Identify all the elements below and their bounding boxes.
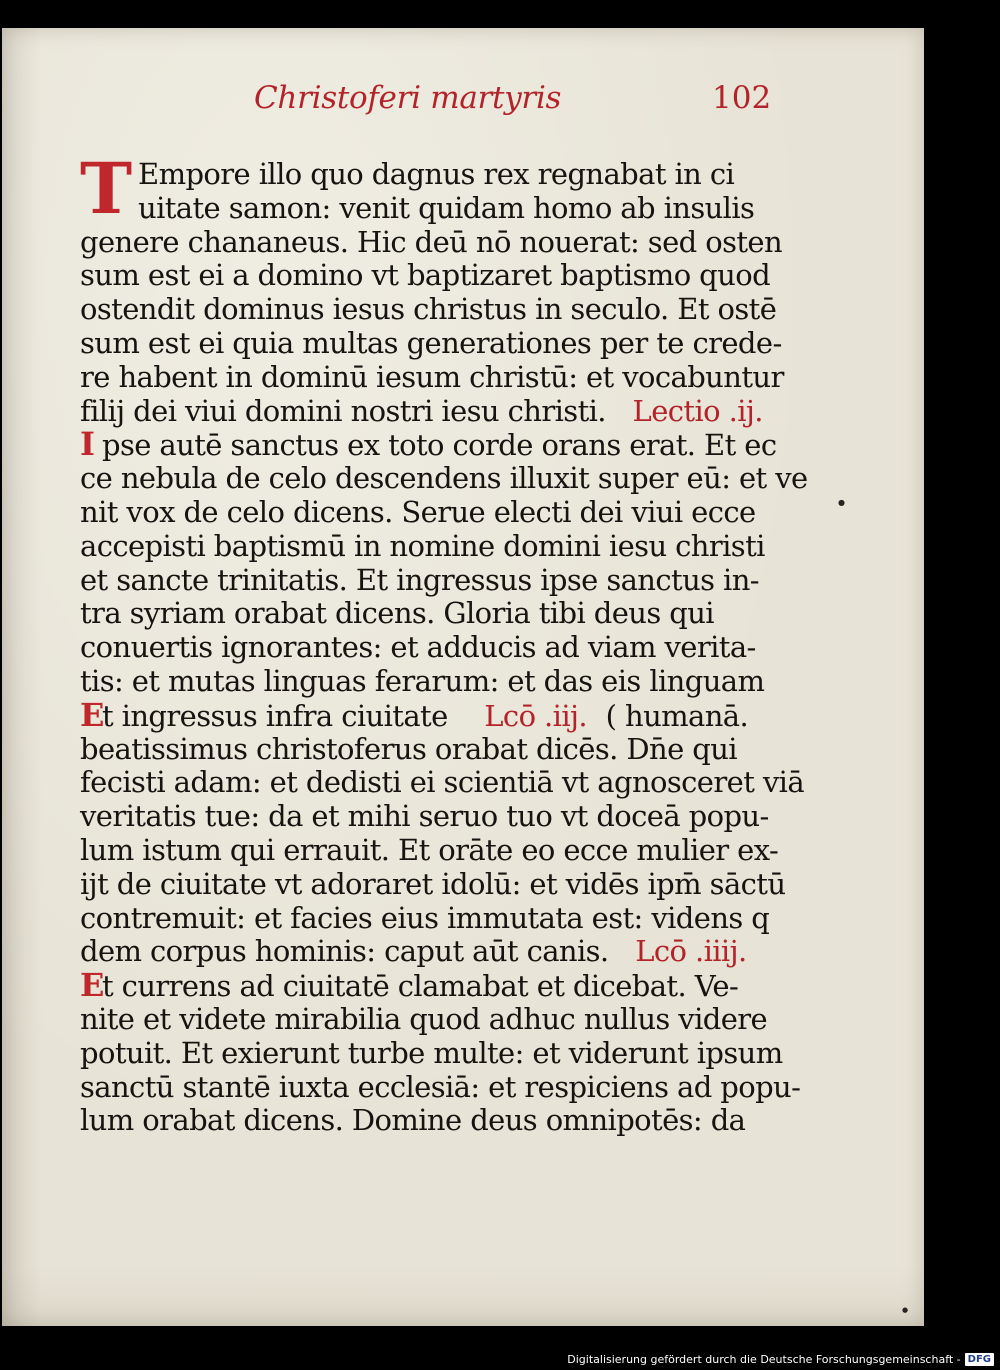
text-line: sum est ei quia multas generationes per te crede- <box>80 325 782 360</box>
text-line: I pse autē sanctus ex toto corde orans erat. Et ec <box>80 425 777 464</box>
text-line: nite et videte mirabilia quod adhuc nullus videre <box>80 1001 768 1036</box>
lectio-label: Lectio .ij. <box>632 393 763 428</box>
text-line: filij dei viui domini nostri iesu christi. Lectio .ij. <box>80 393 763 428</box>
text-line: fecisti adam: et dedisti ei scientiā vt agnosceret viā <box>80 765 805 800</box>
text-line: beatissimus christoferus orabat dicēs. Dn̄e qui <box>80 731 737 766</box>
paragraph-initial: E <box>80 695 104 734</box>
initial-capital: T <box>80 147 133 230</box>
text-line: nit vox de celo dicens. Serue electi dei viui ecce <box>80 494 756 529</box>
book-page <box>2 28 924 1326</box>
text-line: Empore illo quo dagnus rex regnabat in ci <box>138 157 735 191</box>
text-line: potuit. Et exierunt turbe multe: et viderunt ipsum <box>80 1035 783 1070</box>
running-head: Christoferi martyris <box>254 80 562 116</box>
paragraph-initial: I <box>80 425 95 464</box>
text-line: Et currens ad ciuitatē clamabat et dicebat. Ve- <box>80 966 739 1005</box>
paragraph-initial: E <box>80 966 104 1005</box>
text-line: tis: et mutas linguas ferarum: et das eis linguam <box>80 663 765 698</box>
text-line: uitate samon: venit quidam homo ab insulis <box>138 190 755 225</box>
page-speck: ● <box>902 1306 909 1314</box>
text-line: ostendit dominus iesus christus in seculo. Et ostē <box>80 292 777 327</box>
text-line: genere chananeus. Hic deū nō nouerat: sed osten <box>80 224 783 259</box>
text-line: dem corpus hominis: caput aūt canis. Lcō .iiij. <box>80 934 747 969</box>
credit-text: Digitalisierung gefördert durch die Deutsche Forschungsgemeinschaft - <box>567 1352 961 1366</box>
text-line: lum istum qui errauit. Et orāte eo ecce mulier ex- <box>80 832 779 867</box>
text-line: ijt de ciuitate vt adoraret idolū: et vidēs ipm̄ sāctū <box>80 866 786 901</box>
text-block <box>80 147 810 1138</box>
text-line: Et ingressus infra ciuitate Lcō .iij. ( humanā. <box>80 695 749 734</box>
text-line: sanctū stantē iuxta ecclesiā: et respiciens ad popu- <box>80 1069 801 1104</box>
text-line: et sancte trinitatis. Et ingressus ipse sanctus in- <box>80 562 759 597</box>
text-line: tra syriam orabat dicens. Gloria tibi deus qui <box>80 596 714 631</box>
lectio-label: Lcō .iij. <box>484 698 588 733</box>
text-line: accepisti baptismū in nomine domini iesu christi <box>80 528 765 563</box>
text-line: lum orabat dicens. Domine deus omnipotēs: da <box>80 1103 746 1138</box>
page-speck: ● <box>838 498 845 507</box>
page-header <box>254 80 774 130</box>
text-line: contremuit: et facies eius immutata est: videns q <box>80 900 770 935</box>
text-line: re habent in dominū iesum christū: et vocabuntur <box>80 359 784 394</box>
text-line: ce nebula de celo descendens illuxit super eū: et ve <box>80 461 808 496</box>
text-line: conuertis ignorantes: et adducis ad viam verita- <box>80 630 756 665</box>
lectio-label: Lcō .iiij. <box>635 934 747 969</box>
digitization-credit <box>567 1353 994 1367</box>
folio-number: 102 <box>712 80 772 116</box>
text-line: veritatis tue: da et mihi seruo tuo vt doceā popu- <box>80 799 769 834</box>
text-line: sum est ei a domino vt baptizaret baptismo quod <box>80 258 771 293</box>
dfg-logo-icon: DFG <box>965 1353 994 1366</box>
